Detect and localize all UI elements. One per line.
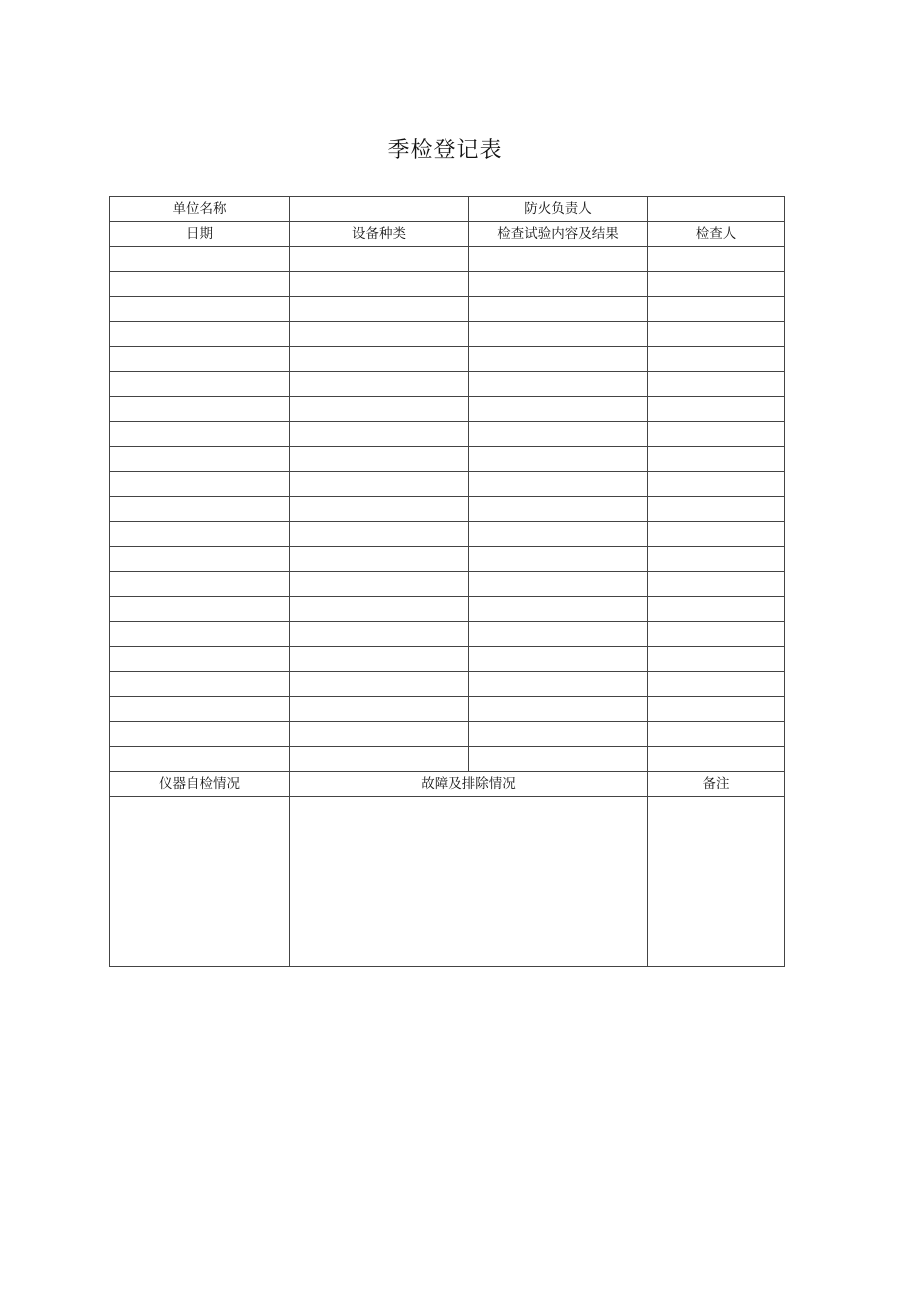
equipment-type-cell[interactable] [290,647,469,672]
equipment-type-cell[interactable] [290,572,469,597]
equipment-type-cell[interactable] [290,297,469,322]
page-title: 季检登记表 [387,138,503,163]
equipment-type-cell[interactable] [290,372,469,397]
inspection-content-cell[interactable] [469,522,648,547]
inspector-cell[interactable] [648,472,785,497]
equipment-type-cell[interactable] [290,347,469,372]
record-row [110,472,785,497]
equipment-type-cell[interactable] [290,247,469,272]
date-cell[interactable] [110,597,290,622]
self-check-label: 仪器自检情况 [110,772,290,797]
inspector-cell[interactable] [648,747,785,772]
column-header-row [110,222,785,247]
unit-name-label: 单位名称 [110,197,290,222]
remarks-label: 备注 [648,772,785,797]
date-cell[interactable] [110,747,290,772]
unit-name-field[interactable] [290,197,469,222]
equipment-type-cell[interactable] [290,622,469,647]
equipment-type-cell[interactable] [290,697,469,722]
record-row [110,697,785,722]
date-cell[interactable] [110,322,290,347]
fault-field[interactable] [290,797,648,967]
inspection-content-cell[interactable] [469,697,648,722]
record-row [110,347,785,372]
inspector-cell[interactable] [648,697,785,722]
inspector-cell[interactable] [648,372,785,397]
record-row [110,372,785,397]
header-row [110,197,785,222]
fire-manager-label: 防火负责人 [469,197,648,222]
equipment-type-cell[interactable] [290,447,469,472]
inspection-content-cell[interactable] [469,472,648,497]
inspection-content-cell[interactable] [469,397,648,422]
date-cell[interactable] [110,372,290,397]
self-check-field[interactable] [110,797,290,967]
record-row [110,747,785,772]
record-row [110,397,785,422]
inspection-content-cell[interactable] [469,547,648,572]
record-row [110,622,785,647]
date-cell[interactable] [110,447,290,472]
inspection-content-cell[interactable] [469,372,648,397]
inspector-cell[interactable] [648,297,785,322]
inspector-cell[interactable] [648,497,785,522]
equipment-type-cell[interactable] [290,497,469,522]
inspector-cell[interactable] [648,272,785,297]
inspection-content-cell[interactable] [469,247,648,272]
record-row [110,422,785,447]
inspection-content-cell[interactable] [469,622,648,647]
date-cell[interactable] [110,247,290,272]
inspector-cell[interactable] [648,597,785,622]
inspection-content-cell[interactable] [469,647,648,672]
inspection-content-cell[interactable] [469,347,648,372]
inspection-content-cell[interactable] [469,422,648,447]
inspector-cell[interactable] [648,647,785,672]
equipment-type-cell[interactable] [290,722,469,747]
inspector-cell[interactable] [648,397,785,422]
inspector-cell[interactable] [648,722,785,747]
column-header-equipment-type: 设备种类 [290,222,469,247]
date-cell[interactable] [110,672,290,697]
fire-manager-field[interactable] [648,197,785,222]
equipment-type-cell[interactable] [290,397,469,422]
date-cell[interactable] [110,722,290,747]
record-row [110,722,785,747]
record-row [110,647,785,672]
inspector-cell[interactable] [648,547,785,572]
inspection-content-cell[interactable] [469,722,648,747]
date-cell[interactable] [110,622,290,647]
date-cell[interactable] [110,647,290,672]
equipment-type-cell[interactable] [290,547,469,572]
column-header-inspector: 检查人 [648,222,785,247]
inspector-cell[interactable] [648,622,785,647]
record-row [110,322,785,347]
inspector-cell[interactable] [648,447,785,472]
inspection-content-cell[interactable] [469,447,648,472]
date-cell[interactable] [110,547,290,572]
equipment-type-cell[interactable] [290,472,469,497]
date-cell[interactable] [110,347,290,372]
record-row [110,447,785,472]
date-cell[interactable] [110,522,290,547]
date-cell[interactable] [110,272,290,297]
column-header-inspection-content: 检查试验内容及结果 [469,222,648,247]
footer-entry-row [110,797,785,967]
footer-label-row [110,772,785,797]
equipment-type-cell[interactable] [290,272,469,297]
date-cell[interactable] [110,497,290,522]
record-row [110,672,785,697]
date-cell[interactable] [110,472,290,497]
date-cell[interactable] [110,422,290,447]
inspection-content-cell[interactable] [469,572,648,597]
record-row [110,522,785,547]
equipment-type-cell[interactable] [290,672,469,697]
record-row [110,247,785,272]
remarks-field[interactable] [648,797,785,967]
inspector-cell[interactable] [648,347,785,372]
inspector-cell[interactable] [648,247,785,272]
record-row [110,572,785,597]
record-row [110,497,785,522]
inspector-cell[interactable] [648,572,785,597]
date-cell[interactable] [110,397,290,422]
column-header-date: 日期 [110,222,290,247]
equipment-type-cell[interactable] [290,747,469,772]
equipment-type-cell[interactable] [290,522,469,547]
inspector-cell[interactable] [648,522,785,547]
record-row [110,297,785,322]
equipment-type-cell[interactable] [290,597,469,622]
inspection-form-table [109,196,785,967]
inspection-content-cell[interactable] [469,747,648,772]
inspection-content-cell[interactable] [469,497,648,522]
inspection-content-cell[interactable] [469,272,648,297]
record-row [110,547,785,572]
record-row [110,597,785,622]
inspection-content-cell[interactable] [469,672,648,697]
date-cell[interactable] [110,697,290,722]
inspector-cell[interactable] [648,422,785,447]
inspection-content-cell[interactable] [469,597,648,622]
inspector-cell[interactable] [648,322,785,347]
equipment-type-cell[interactable] [290,322,469,347]
date-cell[interactable] [110,572,290,597]
equipment-type-cell[interactable] [290,422,469,447]
inspection-content-cell[interactable] [469,297,648,322]
date-cell[interactable] [110,297,290,322]
fault-label: 故障及排除情况 [290,772,648,797]
inspection-content-cell[interactable] [469,322,648,347]
inspector-cell[interactable] [648,672,785,697]
record-row [110,272,785,297]
